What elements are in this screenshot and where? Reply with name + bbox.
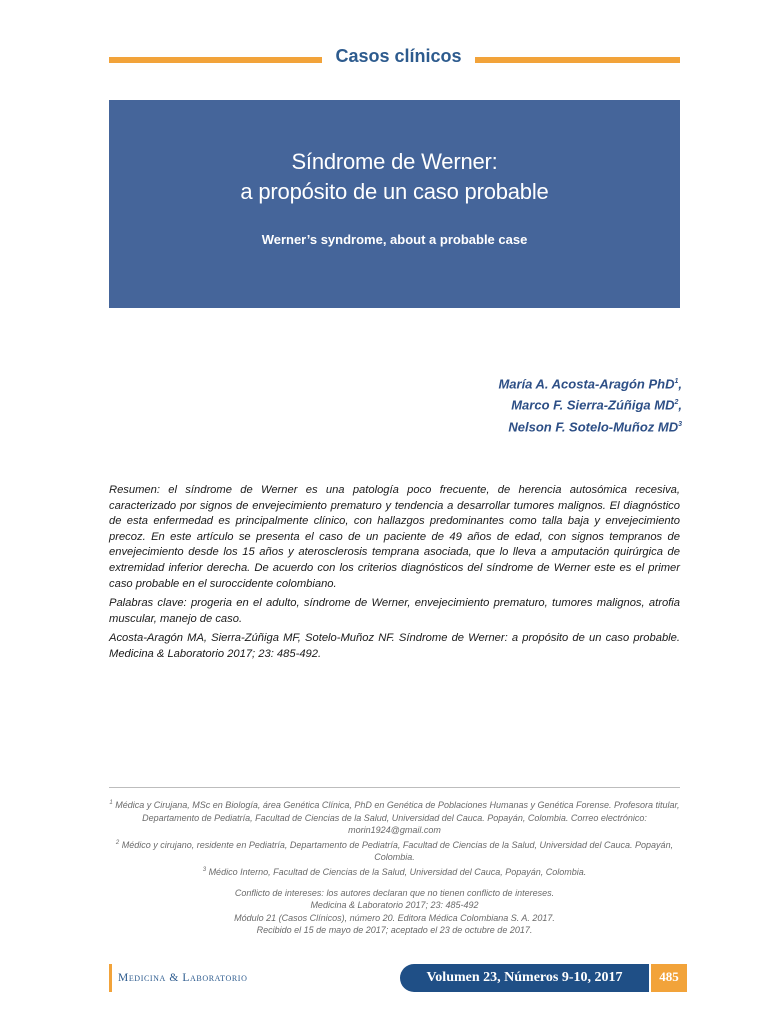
section-header (0, 42, 768, 70)
abstract-summary: Resumen: el síndrome de Werner es una patología poco frecuente, de herencia autosómica recesiva, caracterizado por signos de envejecimiento prematuro y tendencia a desarrollar tumores malignos. El diagnóstico de esta enfermedad es principalmente clínico, con hallazgos predominantes como talla baja y envejecimiento precoz. En este artículo se presenta el caso de un paciente de 49 años de edad, con signos tempranos de envejecimiento desde los 15 años y aterosclerosis temprana asociada, que lo lleva a amputación quirúrgica de extremidad inferior derecha. De acuerdo con los criterios diagnósticos del síndrome de Werner este es el primer caso probable en el suroccidente colombiano. (109, 484, 680, 590)
abstract (109, 483, 680, 667)
footnote-divider (109, 787, 680, 788)
footnote (109, 797, 680, 837)
conflict-statement: Conflicto de intereses: los autores declaran que no tienen conflicto de intereses. (234, 888, 555, 898)
author-line (498, 372, 682, 393)
author-list (498, 372, 682, 436)
english-title: Werner’s syndrome, about a probable case (261, 232, 528, 247)
volume-badge: Volumen 23, Números 9-10, 2017 (400, 964, 649, 992)
author-line (498, 415, 682, 436)
title-box (109, 100, 680, 308)
footnote (109, 837, 680, 864)
section-title: Casos clínicos (335, 46, 462, 66)
footnote-mark: 3 (202, 866, 207, 873)
author-name: Nelson F. Sotelo-Muñoz MD (508, 418, 679, 434)
author-line (498, 393, 682, 414)
footnote (109, 864, 680, 879)
footnote-mark: 2 (115, 839, 120, 846)
header-rule-right (475, 57, 680, 63)
author-separator: , (678, 376, 682, 392)
journal-name: Medicina & Laboratorio (109, 964, 247, 992)
author-affiliation-mark: 1 (674, 378, 679, 385)
module-info: Módulo 21 (Casos Clínicos), número 20. Editora Médica Colombiana S. A. 2017. (234, 912, 555, 923)
footnote-text: Médico Interno, Facultad de Ciencias de la Salud, Universidad del Cauca, Popayán, Colombia. (206, 866, 587, 877)
author-affiliation-mark: 2 (674, 399, 679, 407)
footnote-text: Médica y Cirujana, MSc en Biología, área Genética Clínica, PhD en Genética de Poblaciones Humanas y Genética Forense. Profesora titular, Departamento de Pediatría, Facultad de Ciencias de la Salud, Universidad del Cauca. Popayán, Colombia. Correo electrónico: morin1924@gmail.com (112, 800, 680, 836)
page-number: 485 (651, 964, 687, 992)
received-accepted-dates: Recibido el 15 de mayo de 2017; aceptado el 23 de octubre de 2017. (256, 924, 533, 935)
article-title (109, 147, 680, 207)
author-affiliation-mark: 3 (678, 420, 682, 428)
author-name: Marco F. Sierra-Zúñiga MD (511, 397, 675, 413)
footnote-mark: 1 (109, 800, 113, 806)
author-name: María A. Acosta-Aragón PhD (498, 376, 675, 392)
author-separator: , (678, 397, 682, 413)
article-title-line-1: Síndrome de Werner: (291, 149, 498, 174)
abstract-citation: Acosta-Aragón MA, Sierra-Zúñiga MF, Sotelo-Muñoz NF. Síndrome de Werner: a propósito de un caso probable. Medicina & Laboratorio 2017; 23: 485-492. (109, 632, 680, 660)
header-rule-left (109, 57, 322, 63)
affiliation-footnotes (109, 797, 680, 879)
abstract-keywords: Palabras clave: progeria en el adulto, síndrome de Werner, envejecimiento prematuro, tumores malignos, atrofia muscular, manejo de caso. (109, 597, 680, 625)
footnote-text: Médico y cirujano, residente en Pediatría, Departamento de Pediatría, Facultad de Ciencias de la Salud, Universidad del Cauca. Popayán, Colombia. (119, 839, 674, 863)
article-title-line-2: a propósito de un caso probable (240, 179, 549, 204)
journal-reference: Medicina & Laboratorio 2017; 23: 485-492 (310, 900, 479, 911)
publication-info (109, 887, 680, 936)
